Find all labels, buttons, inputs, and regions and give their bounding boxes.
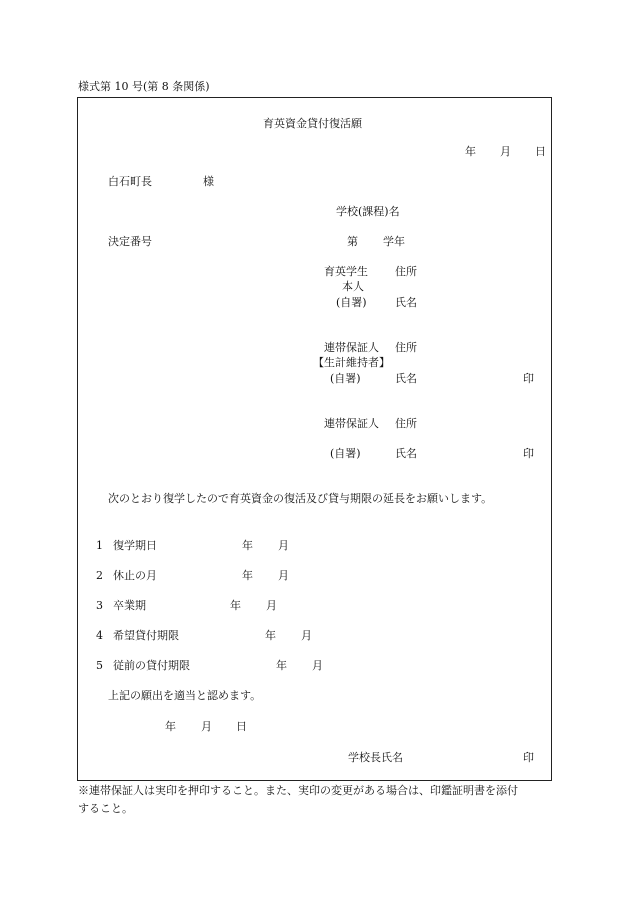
item-number: 3 bbox=[96, 599, 103, 612]
approval-day-label: 日 bbox=[236, 720, 247, 733]
guarantor-1-seal: 印 bbox=[523, 372, 534, 385]
student-sign-note: (自署) bbox=[336, 296, 367, 309]
item-month-label: 月 bbox=[278, 539, 289, 552]
request-text: 次のとおり復学したので育英資金の復活及び貸与期限の延長をお願いします。 bbox=[108, 492, 493, 505]
approval-month-label: 月 bbox=[201, 720, 212, 733]
item-number: 2 bbox=[96, 569, 103, 582]
date-day-label: 日 bbox=[535, 145, 546, 158]
item-label: 休止の月 bbox=[113, 569, 157, 582]
form-title: 育英資金貸付復活願 bbox=[263, 117, 362, 130]
item-number: 1 bbox=[96, 539, 103, 552]
item-year-label: 年 bbox=[265, 629, 276, 642]
addressee-honorific: 様 bbox=[203, 175, 214, 188]
item-label: 希望貸付期限 bbox=[113, 629, 179, 642]
principal-seal: 印 bbox=[523, 751, 534, 764]
approval-text: 上記の願出を適当と認めます。 bbox=[108, 689, 262, 702]
school-course-name-label: 学校(課程)名 bbox=[336, 205, 400, 218]
item-month-label: 月 bbox=[312, 659, 323, 672]
item-year-label: 年 bbox=[242, 569, 253, 582]
student-address-label: 住所 bbox=[395, 265, 417, 278]
item-month-label: 月 bbox=[266, 599, 277, 612]
item-number: 5 bbox=[96, 659, 103, 672]
guarantor-1-label: 連帯保証人 bbox=[324, 341, 379, 354]
date-year-label: 年 bbox=[465, 145, 476, 158]
footnote-line-1: ※連帯保証人は実印を押印すること。また、実印の変更がある場合は、印鑑証明書を添付 bbox=[78, 784, 518, 797]
guarantor-2-sign-note: (自署) bbox=[330, 447, 361, 460]
approval-year-label: 年 bbox=[165, 720, 176, 733]
date-month-label: 月 bbox=[500, 145, 511, 158]
principal-name-label: 学校長氏名 bbox=[348, 751, 403, 764]
item-month-label: 月 bbox=[278, 569, 289, 582]
decision-number-label: 決定番号 bbox=[108, 235, 152, 248]
grade-suffix: 学年 bbox=[383, 235, 405, 248]
item-year-label: 年 bbox=[230, 599, 241, 612]
grade-prefix: 第 bbox=[347, 235, 358, 248]
guarantor-2-label: 連帯保証人 bbox=[324, 417, 379, 430]
addressee-name: 白石町長 bbox=[108, 175, 152, 188]
guarantor-1-name-label: 氏名 bbox=[395, 372, 417, 385]
item-month-label: 月 bbox=[301, 629, 312, 642]
form-number-label: 様式第 10 号(第 8 条関係) bbox=[78, 80, 210, 93]
guarantor-2-name-label: 氏名 bbox=[395, 447, 417, 460]
item-number: 4 bbox=[96, 629, 103, 642]
guarantor-2-seal: 印 bbox=[523, 447, 534, 460]
item-label: 従前の貸付期限 bbox=[113, 659, 190, 672]
guarantor-1-sub-label: 【生計維持者】 bbox=[313, 356, 390, 369]
item-year-label: 年 bbox=[242, 539, 253, 552]
student-label: 育英学生 bbox=[324, 265, 368, 278]
student-name-label: 氏名 bbox=[395, 296, 417, 309]
guarantor-1-sign-note: (自署) bbox=[330, 372, 361, 385]
application-form bbox=[77, 97, 552, 781]
item-year-label: 年 bbox=[276, 659, 287, 672]
student-self-label: 本人 bbox=[342, 280, 364, 293]
footnote-line-2: すること。 bbox=[78, 802, 133, 815]
item-label: 卒業期 bbox=[113, 599, 146, 612]
guarantor-1-address-label: 住所 bbox=[395, 341, 417, 354]
item-label: 復学期日 bbox=[113, 539, 157, 552]
guarantor-2-address-label: 住所 bbox=[395, 417, 417, 430]
